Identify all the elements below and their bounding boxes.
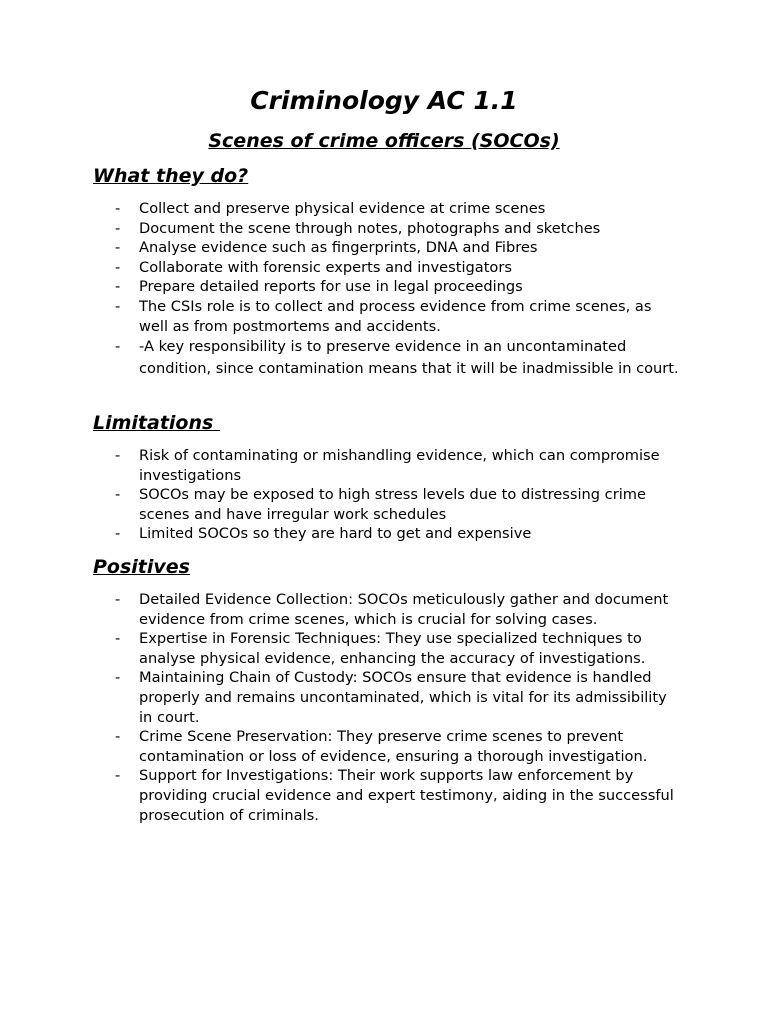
- list-item: [0, 485, 679, 524]
- list-item: [0, 727, 679, 766]
- list-item: [0, 199, 679, 219]
- section-heading-limitations: Limitations: [93, 412, 220, 434]
- list-item: [0, 336, 679, 379]
- bullet-dash: -: [115, 525, 121, 543]
- bullet-dash: -: [115, 728, 121, 746]
- list-item-text: Collaborate with forensic experts and investigators: [139, 258, 512, 276]
- bullet-dash: -: [115, 200, 121, 217]
- bullet-dash: -: [115, 239, 121, 257]
- bullet-dash: -: [115, 258, 121, 276]
- list-item: [0, 590, 679, 629]
- list-item: [0, 629, 679, 668]
- list-item-text: Limited SOCOs so they are hard to get and expensive: [139, 525, 532, 543]
- list-item-text: SOCOs may be exposed to high stress levels due to distressing crime scenes and have irregular work schedules: [139, 486, 646, 523]
- bullet-dash: -: [115, 278, 121, 296]
- list-item: [0, 219, 679, 239]
- list-item: [0, 238, 679, 258]
- section-heading-what-they-do: What they do?: [93, 165, 249, 187]
- list-item-text: Document the scene through notes, photographs and sketches: [139, 219, 601, 237]
- bullet-dash: -: [115, 486, 121, 504]
- list-item-text: Risk of contaminating or mishandling evidence, which can compromise investigations: [139, 447, 660, 484]
- list-item: [0, 668, 679, 727]
- bullet-dash: -: [115, 338, 121, 356]
- list-item-text: Prepare detailed reports for use in legal proceedings: [139, 278, 523, 296]
- list-item-text: Crime Scene Preservation: They preserve crime scenes to prevent contamination or loss of evidence, ensuring a thorough investigation.: [139, 728, 648, 765]
- list-item: [0, 297, 679, 336]
- bullet-dash: -: [115, 447, 121, 464]
- limitations-list: [0, 446, 768, 544]
- bullet-dash: -: [115, 767, 121, 785]
- list-item: [0, 524, 679, 544]
- list-item: [0, 277, 679, 297]
- list-item-text: Collect and preserve physical evidence at crime scenes: [139, 200, 546, 217]
- bullet-dash: -: [115, 219, 121, 237]
- list-item: [0, 258, 679, 278]
- list-item: [0, 446, 679, 485]
- list-item-text: Maintaining Chain of Custody: SOCOs ensure that evidence is handled properly and remains uncontaminated, which is vital for its admissibility in court.: [139, 669, 667, 726]
- list-item-text: Analyse evidence such as fingerprints, DNA and Fibres: [139, 239, 538, 257]
- section-heading-positives: Positives: [93, 556, 190, 578]
- bullet-dash: -: [115, 591, 121, 608]
- list-item: [0, 766, 679, 825]
- bullet-dash: -: [115, 630, 121, 648]
- list-item-text: -A key responsibility is to preserve evidence in an uncontaminated condition, since contamination means that it will be inadmissible in court.: [139, 338, 679, 377]
- what-they-do-list: [0, 199, 768, 379]
- list-item-text: Support for Investigations: Their work supports law enforcement by providing crucial evidence and expert testimony, aiding in the successful prosecution of criminals.: [139, 767, 674, 824]
- document-subtitle: Scenes of crime officers (SOCOs): [208, 130, 560, 152]
- bullet-dash: -: [115, 297, 121, 315]
- bullet-dash: -: [115, 669, 121, 687]
- document-title: Criminology AC 1.1: [250, 86, 518, 115]
- list-item-text: Expertise in Forensic Techniques: They use specialized techniques to analyse physical evidence, enhancing the accuracy of investigations.: [139, 630, 646, 667]
- list-item-text: Detailed Evidence Collection: SOCOs meticulously gather and document evidence from crime scenes, which is crucial for solving cases.: [139, 591, 669, 628]
- list-item-text: The CSIs role is to collect and process evidence from crime scenes, as well as from postmortems and accidents.: [139, 297, 652, 335]
- positives-list: [0, 590, 768, 825]
